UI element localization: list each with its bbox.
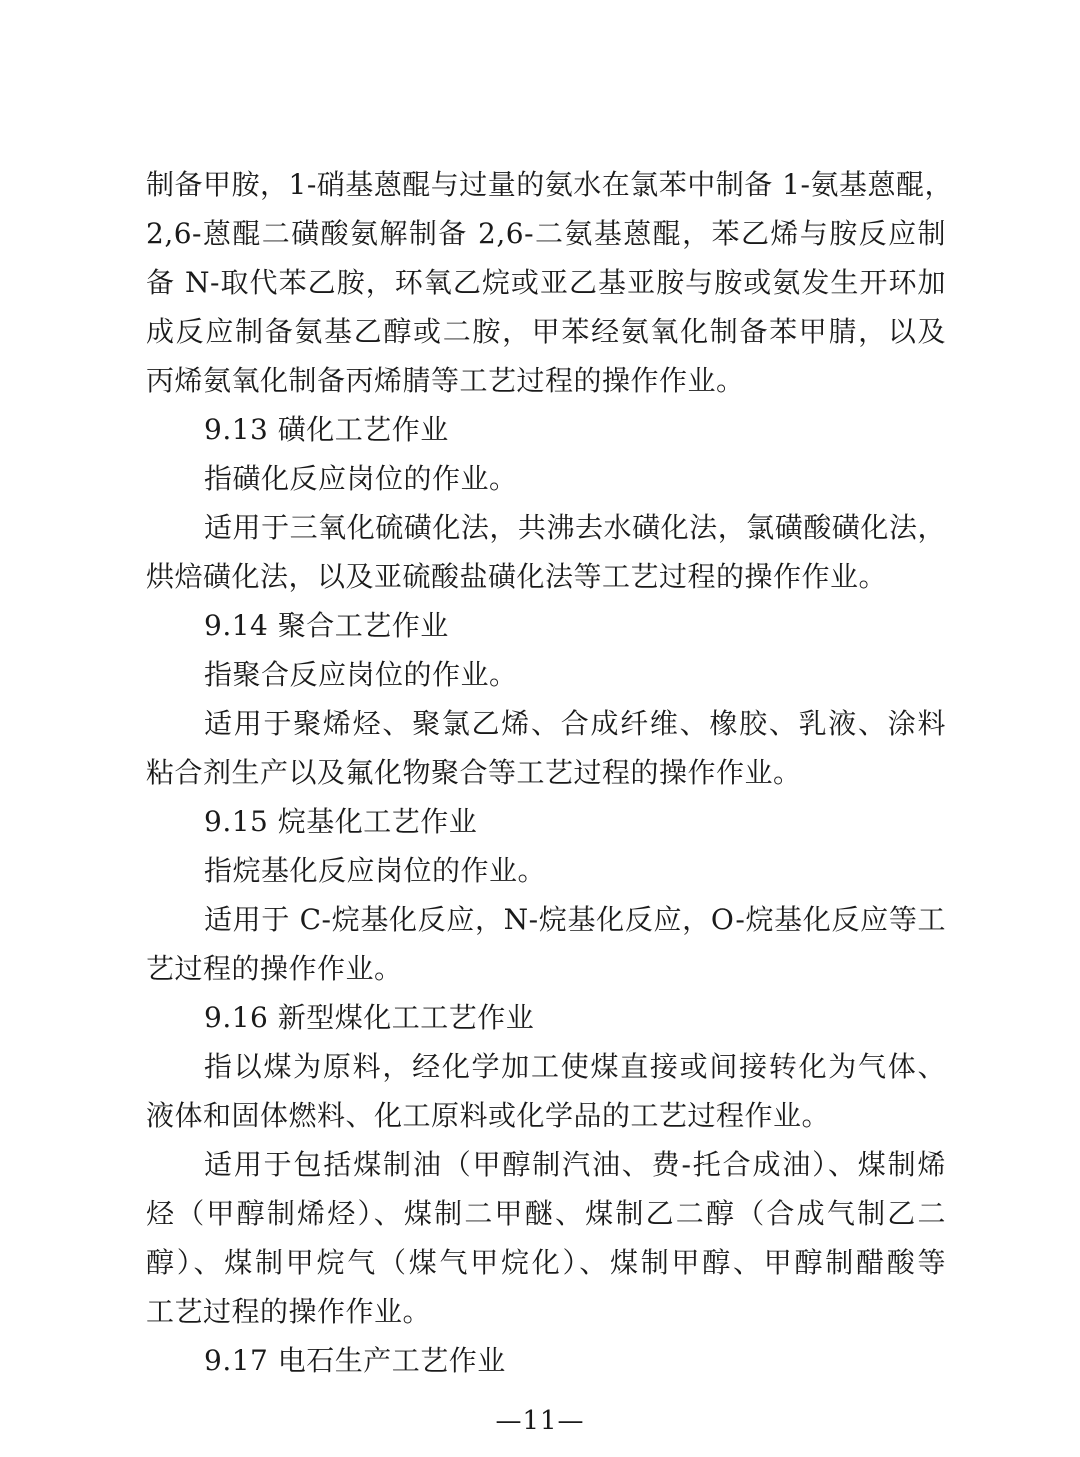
paragraph-line: 适用于聚烯烃、聚氯乙烯、合成纤维、橡胶、乳液、涂料 bbox=[204, 707, 946, 740]
paragraph-line: 烃（甲醇制烯烃）、煤制二甲醚、煤制乙二醇（合成气制乙二 bbox=[146, 1197, 946, 1230]
section-heading-9-16: 9.16 新型煤化工工艺作业 bbox=[204, 1001, 535, 1034]
paragraph-line: 丙烯氨氧化制备丙烯腈等工艺过程的操作作业。 bbox=[146, 364, 745, 397]
paragraph-line: 粘合剂生产以及氟化物聚合等工艺过程的操作作业。 bbox=[146, 756, 802, 789]
paragraph-line: 醇）、煤制甲烷气（煤气甲烷化）、煤制甲醇、甲醇制醋酸等 bbox=[146, 1246, 946, 1279]
paragraph-line: 指磺化反应岗位的作业。 bbox=[204, 462, 518, 495]
document-body bbox=[146, 160, 953, 1385]
paragraph-line: 液体和固体燃料、化工原料或化学品的工艺过程作业。 bbox=[146, 1099, 831, 1132]
section-heading-9-17: 9.17 电石生产工艺作业 bbox=[204, 1344, 506, 1377]
paragraph-line: 艺过程的操作作业。 bbox=[146, 952, 403, 985]
paragraph-line: 工艺过程的操作作业。 bbox=[146, 1295, 432, 1328]
paragraph-line: 制备甲胺，1-硝基蒽醌与过量的氨水在氯苯中制备 1-氨基蒽醌， bbox=[146, 168, 953, 201]
section-heading-9-15: 9.15 烷基化工艺作业 bbox=[204, 805, 478, 838]
paragraph-line: 适用于包括煤制油（甲醇制汽油、费-托合成油）、煤制烯 bbox=[204, 1148, 946, 1181]
paragraph-line: 备 N-取代苯乙胺，环氧乙烷或亚乙基亚胺与胺或氨发生开环加 bbox=[146, 266, 946, 299]
page-number: —11— bbox=[495, 1406, 585, 1436]
paragraph-line: 指以煤为原料，经化学加工使煤直接或间接转化为气体、 bbox=[204, 1050, 946, 1083]
paragraph-line: 烘焙磺化法，以及亚硫酸盐磺化法等工艺过程的操作作业。 bbox=[146, 560, 888, 593]
paragraph-line: 2,6-蒽醌二磺酸氨解制备 2,6-二氨基蒽醌，苯乙烯与胺反应制 bbox=[146, 217, 946, 250]
section-heading-9-14: 9.14 聚合工艺作业 bbox=[204, 609, 449, 642]
paragraph-line: 适用于三氧化硫磺化法，共沸去水磺化法，氯磺酸磺化法， bbox=[204, 511, 946, 544]
paragraph-line: 指烷基化反应岗位的作业。 bbox=[204, 854, 547, 887]
paragraph-line: 适用于 C-烷基化反应，N-烷基化反应，O-烷基化反应等工 bbox=[204, 903, 946, 936]
paragraph-line: 指聚合反应岗位的作业。 bbox=[204, 658, 518, 691]
paragraph-line: 成反应制备氨基乙醇或二胺，甲苯经氨氧化制备苯甲腈，以及 bbox=[146, 315, 946, 348]
section-heading-9-13: 9.13 磺化工艺作业 bbox=[204, 413, 449, 446]
